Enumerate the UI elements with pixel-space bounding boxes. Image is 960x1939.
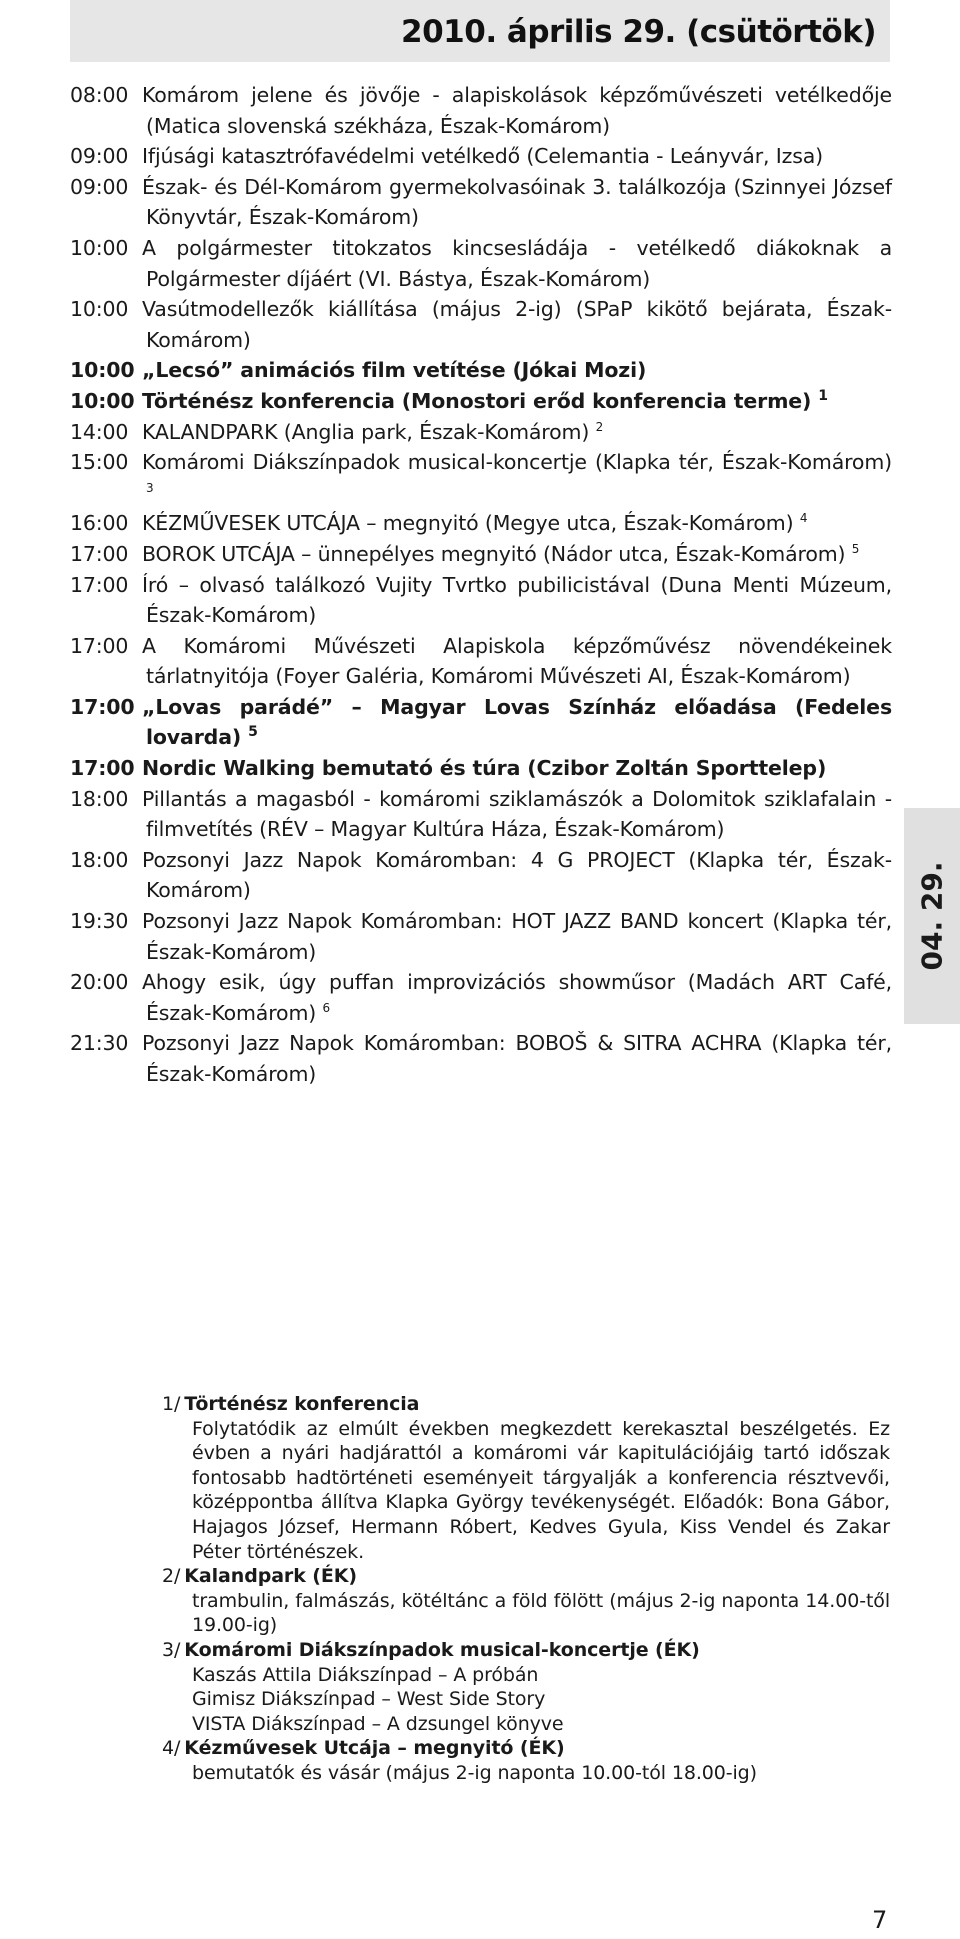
- event-text: BOROK UTCÁJA – ünnepélyes megnyitó (Nádor utca, Észak-Komárom): [142, 541, 846, 566]
- event-item: [70, 417, 892, 448]
- event-text: Ifjúsági katasztrófavédelmi vetélkedő (Celemantia - Leányvár, Izsa): [142, 144, 824, 169]
- footnote-ref: 5: [851, 542, 860, 557]
- footnote: [152, 1564, 890, 1638]
- event-item: [70, 233, 892, 294]
- event-item: [70, 447, 892, 508]
- footnote-ref: 4: [799, 511, 808, 526]
- footnote-title: Kalandpark (ÉK): [184, 1565, 357, 1588]
- footnote-heading: [152, 1392, 890, 1417]
- side-date-label: 04. 29.: [915, 861, 949, 971]
- footnote-number: 2/: [162, 1565, 181, 1588]
- footnote-ref: 5: [248, 724, 258, 741]
- footnote-number: 1/: [162, 1393, 181, 1415]
- footnote-number: 4/: [162, 1737, 181, 1760]
- footnote-title: Történész konferencia: [184, 1393, 420, 1415]
- footnote-text: Folytatódik az elmúlt években megkezdett kerekasztal beszélgetés. Ez évben a nyári hadjárattól a komáromi vár kapitulációjáig tartó időszak fontosabb hadtörténeti eseményeit tárgyalják a konferencia résztvevői, középpontba állítva Klapka György tevékenységét. Előadók: Bona Gábor, Hajagos József, Hermann Róbert, Kedves Gyula, Kiss Vendel és Zakar Péter történészek.: [192, 1417, 890, 1563]
- footnote-heading: [152, 1564, 890, 1589]
- event-text: Ahogy esik, úgy puffan improvizációs showműsor (Madách ART Café, Észak-Komárom): [142, 970, 892, 1025]
- event-item: [70, 570, 892, 631]
- event-time: 15:00: [70, 450, 129, 475]
- event-item: [70, 906, 892, 967]
- footnote-heading: [152, 1638, 890, 1663]
- event-item: [70, 141, 892, 172]
- event-item: [70, 386, 892, 417]
- event-text: A polgármester titokzatos kincsesládája - vetélkedő diákoknak a Polgármester díjáért (VI. Bástya, Észak-Komárom): [142, 235, 892, 291]
- event-time: 18:00: [70, 847, 129, 872]
- event-time: 14:00: [70, 419, 129, 444]
- event-time: 10:00: [70, 388, 135, 413]
- event-time: 10:00: [70, 297, 129, 322]
- page-number: 7: [872, 1906, 888, 1934]
- event-time: 21:30: [70, 1031, 129, 1056]
- side-date-tab: [904, 808, 960, 1024]
- page-title: 2010. április 29. (csütörtök): [401, 14, 876, 50]
- footnote-text: bemutatók és vásár (május 2-ig naponta 10.00-tól 18.00-ig): [192, 1761, 757, 1784]
- event-text: Történész konferencia (Monostori erőd konferencia terme): [142, 388, 812, 413]
- event-time: 09:00: [70, 144, 129, 169]
- event-item: [70, 631, 892, 692]
- event-time: 17:00: [70, 756, 135, 781]
- footnote-number: 3/: [162, 1638, 181, 1661]
- footnote-ref: 2: [595, 419, 604, 434]
- footnotes: [152, 1392, 890, 1786]
- event-item: [70, 172, 892, 233]
- event-time: 17:00: [70, 694, 135, 719]
- event-item: [70, 692, 892, 753]
- footnote-ref: 6: [322, 1000, 330, 1015]
- event-item: [70, 784, 892, 845]
- footnote-title: Kézművesek Utcája – megnyitó (ÉK): [184, 1737, 565, 1760]
- event-time: 16:00: [70, 511, 129, 536]
- event-time: 17:00: [70, 541, 129, 566]
- event-text: Pozsonyi Jazz Napok Komáromban: HOT JAZZ BAND koncert (Klapka tér, Észak-Komárom): [142, 909, 892, 964]
- event-item: [70, 80, 892, 141]
- footnote: [152, 1638, 890, 1736]
- date-header: [70, 0, 890, 62]
- event-text: Vasútmodellezők kiállítása (május 2-ig) (SPaP kikötő bejárata, Észak-Komárom): [142, 297, 892, 352]
- event-item: [70, 539, 892, 570]
- event-time: 08:00: [70, 83, 129, 107]
- footnote-text: VISTA Diákszínpad – A dzsungel könyve: [192, 1712, 564, 1735]
- event-time: 19:30: [70, 909, 129, 934]
- event-text: „Lecsó” animációs film vetítése (Jókai Mozi): [142, 358, 647, 383]
- footnote-text: Kaszás Attila Diákszínpad – A próbán: [192, 1663, 539, 1686]
- event-time: 20:00: [70, 970, 129, 995]
- event-text: Pillantás a magasból - komáromi sziklamászók a Dolomitok sziklafalain - filmvetítés (RÉV – Magyar Kultúra Háza, Észak-Komárom): [142, 786, 892, 842]
- event-time: 10:00: [70, 235, 129, 260]
- event-item: [70, 845, 892, 906]
- event-item: [70, 508, 892, 539]
- event-text: KÉZMŰVESEK UTCÁJA – megnyitó (Megye utca, Észak-Komárom): [142, 511, 794, 536]
- event-item: [70, 1028, 892, 1089]
- event-text: Pozsonyi Jazz Napok Komáromban: 4 G PROJECT (Klapka tér, Észak-Komárom): [142, 847, 892, 903]
- event-time: 10:00: [70, 358, 135, 383]
- event-text: KALANDPARK (Anglia park, Észak-Komárom): [142, 419, 590, 444]
- event-time: 18:00: [70, 786, 129, 811]
- event-text: A Komáromi Művészeti Alapiskola képzőművész növendékeinek tárlatnyitója (Foyer Galéria, Komáromi Művészeti AI, Észak-Komárom): [142, 633, 892, 689]
- footnote: [152, 1392, 890, 1564]
- footnote-text: Gimisz Diákszínpad – West Side Story: [192, 1688, 546, 1711]
- event-item: [70, 355, 892, 386]
- event-text: Komárom jelene és jövője - alapiskolások képzőművészeti vetélkedője (Matica slovenská székháza, Észak-Komárom): [142, 83, 892, 138]
- event-text: Pozsonyi Jazz Napok Komáromban: BOBOŠ & SITRA ACHRA (Klapka tér, Észak-Komárom): [142, 1031, 892, 1086]
- footnote: [152, 1736, 890, 1785]
- footnote-ref: 1: [818, 388, 828, 405]
- event-text: Komáromi Diákszínpadok musical-koncertje (Klapka tér, Észak-Komárom): [142, 450, 892, 475]
- event-item: [70, 967, 892, 1028]
- footnote-text: trambulin, falmászás, kötéltánc a föld fölött (május 2-ig naponta 14.00-től 19.00-ig): [192, 1589, 890, 1637]
- event-item: [70, 753, 892, 784]
- footnote-heading: [152, 1736, 890, 1761]
- event-item: [70, 294, 892, 355]
- event-text: „Lovas parádé” – Magyar Lovas Színház előadása (Fedeles lovarda): [142, 694, 892, 750]
- event-text: Nordic Walking bemutató és túra (Czibor Zoltán Sporttelep): [142, 756, 827, 781]
- event-schedule: [70, 80, 892, 1090]
- event-time: 09:00: [70, 174, 129, 199]
- event-time: 17:00: [70, 572, 129, 597]
- footnote-ref: 3: [146, 480, 154, 495]
- event-text: Író – olvasó találkozó Vujity Tvrtko pubilicistával (Duna Menti Múzeum, Észak-Komárom): [142, 572, 892, 628]
- event-time: 17:00: [70, 633, 129, 658]
- event-text: Észak- és Dél-Komárom gyermekolvasóinak 3. találkozója (Szinnyei József Könyvtár, Észak-Komárom): [142, 174, 892, 230]
- footnote-title: Komáromi Diákszínpadok musical-koncertje (ÉK): [184, 1638, 700, 1661]
